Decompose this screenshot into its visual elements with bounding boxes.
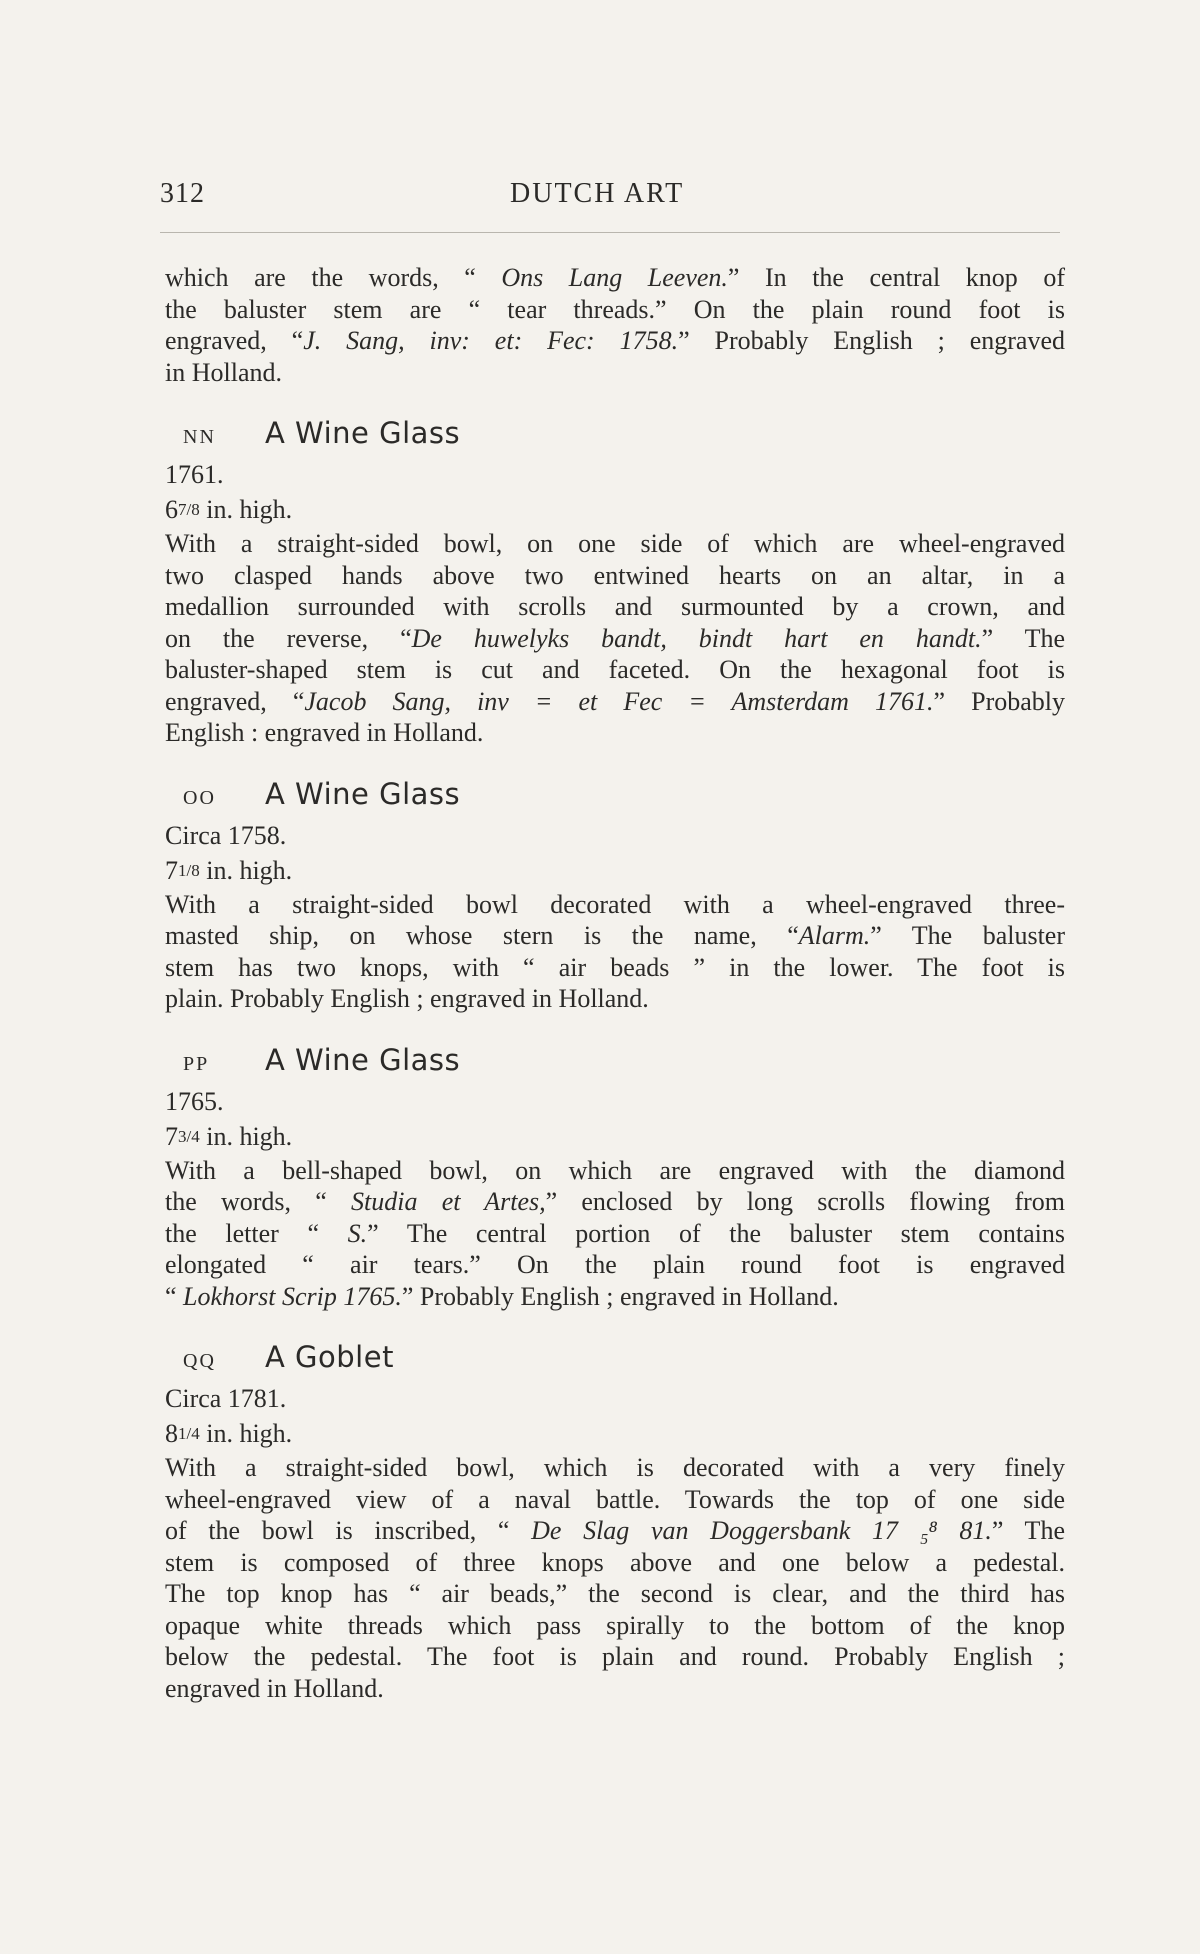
page-header bbox=[160, 178, 1060, 218]
entry-height bbox=[165, 492, 1065, 528]
text-line: stem has two knops, with “ air beads ” in the lower. The foot is bbox=[165, 952, 1065, 982]
text-line: wheel-engraved view of a naval battle. Towards the top of one side bbox=[165, 1484, 1065, 1514]
text-line: engraved, “Jacob Sang, inv = et Fec = Amsterdam 1761.” Probably bbox=[165, 686, 1065, 716]
italic-inscription: Studia et Artes, bbox=[351, 1187, 546, 1216]
text-line: The top knop has “ air beads,” the second is clear, and the third has bbox=[165, 1579, 1065, 1608]
height-unit: in. high. bbox=[199, 1419, 293, 1448]
entry-title: A Goblet bbox=[265, 1340, 394, 1374]
text-line: baluster-shaped stem is cut and faceted. On the hexagonal foot is bbox=[165, 655, 1065, 684]
text-line: With a straight-sided bowl decorated with a wheel-engraved three- bbox=[165, 889, 1065, 919]
entry-letter: PP bbox=[183, 1052, 210, 1075]
running-title: DUTCH ART bbox=[510, 178, 685, 209]
italic-inscription: De huwelyks bandt, bindt hart en handt. bbox=[411, 623, 982, 653]
header-rule bbox=[160, 232, 1060, 233]
text-line: in Holland. bbox=[165, 357, 282, 387]
text-line: the words, “ Studia et Artes,” enclosed by long scrolls flowing from bbox=[165, 1187, 1066, 1216]
height-unit: in. high. bbox=[199, 855, 293, 885]
entry-height bbox=[165, 853, 1065, 889]
catalogue-entries bbox=[165, 418, 1065, 1704]
entry-letter: QQ bbox=[183, 1350, 216, 1372]
height-unit: in. high. bbox=[199, 495, 293, 524]
entry-date: Circa 1758. bbox=[165, 820, 287, 850]
page-number: 312 bbox=[160, 178, 205, 209]
text-line: stem is composed of three knops above and one below a pedestal. bbox=[165, 1547, 1065, 1577]
text-line: which are the words, “ Ons Lang Leeven.” In the central knop of bbox=[165, 263, 1065, 292]
entry-description bbox=[165, 1452, 1065, 1704]
height-unit: in. high. bbox=[199, 1121, 293, 1151]
entry-description bbox=[165, 889, 1065, 1015]
entry-letter: NN bbox=[183, 426, 216, 448]
text-line: two clasped hands above two entwined hearts on an altar, in a bbox=[165, 560, 1065, 590]
text-line: elongated “ air tears.” On the plain round foot is engraved bbox=[165, 1250, 1065, 1279]
text-line: medallion surrounded with scrolls and surmounted by a crown, and bbox=[165, 592, 1065, 621]
text-line: engraved in Holland. bbox=[165, 1673, 384, 1703]
text-line: With a bell-shaped bowl, on which are engraved with the diamond bbox=[165, 1155, 1065, 1185]
entry-date: 1761. bbox=[165, 460, 224, 489]
entry-title: A Wine Glass bbox=[265, 1042, 461, 1077]
catalogue-entry bbox=[165, 776, 1066, 1015]
entry-heading bbox=[165, 1042, 1065, 1085]
italic-inscription: Lokhorst Scrip 1765. bbox=[183, 1281, 402, 1311]
catalogue-entry bbox=[165, 418, 1065, 749]
height-whole: 6 bbox=[165, 495, 178, 524]
entry-letter: OO bbox=[183, 786, 216, 809]
entry-height bbox=[165, 1416, 1065, 1452]
height-whole: 7 bbox=[165, 1121, 178, 1151]
text-line: below the pedestal. The foot is plain and round. Probably English ; bbox=[165, 1642, 1065, 1671]
text-line: the baluster stem are “ tear threads.” On the plain round foot is bbox=[165, 294, 1065, 324]
italic-inscription: Ons Lang Leeven. bbox=[501, 263, 728, 292]
entry-description bbox=[165, 528, 1065, 749]
text-line: the letter “ S.” The central portion of the baluster stem contains bbox=[165, 1218, 1065, 1248]
entry-date: 1765. bbox=[165, 1086, 224, 1116]
text-line: opaque white threads which pass spirally to the bottom of the knop bbox=[165, 1610, 1065, 1640]
page-body bbox=[165, 262, 1065, 1704]
italic-inscription: J. Sang, inv: et: Fec: 1758. bbox=[303, 326, 679, 355]
catalogue-entry bbox=[165, 1042, 1066, 1313]
text-line: masted ship, on whose stern is the name, “Alarm.” The baluster bbox=[165, 921, 1066, 950]
entry-heading bbox=[165, 776, 1065, 819]
entry-date: Circa 1781. bbox=[165, 1384, 287, 1413]
text-line: English : engraved in Holland. bbox=[165, 718, 484, 747]
height-whole: 7 bbox=[165, 855, 178, 885]
catalogue-entry bbox=[165, 1342, 1065, 1704]
entry-title: A Wine Glass bbox=[265, 776, 461, 811]
text-line: of the bowl is inscribed, “ De Slag van Doggersbank 17 ₅⁸ 81.” The bbox=[165, 1516, 1065, 1545]
entry-description bbox=[165, 1155, 1065, 1313]
text-line: With a straight-sided bowl, which is decorated with a very finely bbox=[165, 1453, 1065, 1482]
entry-heading bbox=[165, 418, 1065, 458]
height-whole: 8 bbox=[165, 1419, 178, 1448]
italic-inscription: Jacob Sang, inv = et Fec = Amsterdam 1761. bbox=[304, 686, 934, 716]
text-line: on the reverse, “De huwelyks bandt, bindt hart en handt.” The bbox=[165, 623, 1065, 653]
intro-paragraph bbox=[165, 262, 1065, 388]
entry-heading bbox=[165, 1342, 1065, 1382]
height-fraction: 3/4 bbox=[178, 1126, 200, 1146]
italic-inscription: Alarm. bbox=[798, 921, 871, 950]
entry-title: A Wine Glass bbox=[265, 416, 461, 450]
entry-height bbox=[165, 1119, 1065, 1155]
text-line: engraved, “J. Sang, inv: et: Fec: 1758.” Probably English ; engraved bbox=[165, 326, 1065, 355]
text-line: plain. Probably English ; engraved in Holland. bbox=[165, 984, 649, 1013]
italic-inscription: S. bbox=[347, 1218, 368, 1248]
text-line: With a straight-sided bowl, on one side of which are wheel-engraved bbox=[165, 529, 1065, 558]
height-fraction: 1/4 bbox=[178, 1424, 200, 1443]
text-line: “ Lokhorst Scrip 1765.” Probably English ; engraved in Holland. bbox=[165, 1281, 839, 1311]
height-fraction: 7/8 bbox=[178, 500, 200, 519]
height-fraction: 1/8 bbox=[178, 860, 200, 880]
italic-inscription: De Slag van Doggersbank 17 ₅⁸ 81. bbox=[531, 1516, 992, 1545]
